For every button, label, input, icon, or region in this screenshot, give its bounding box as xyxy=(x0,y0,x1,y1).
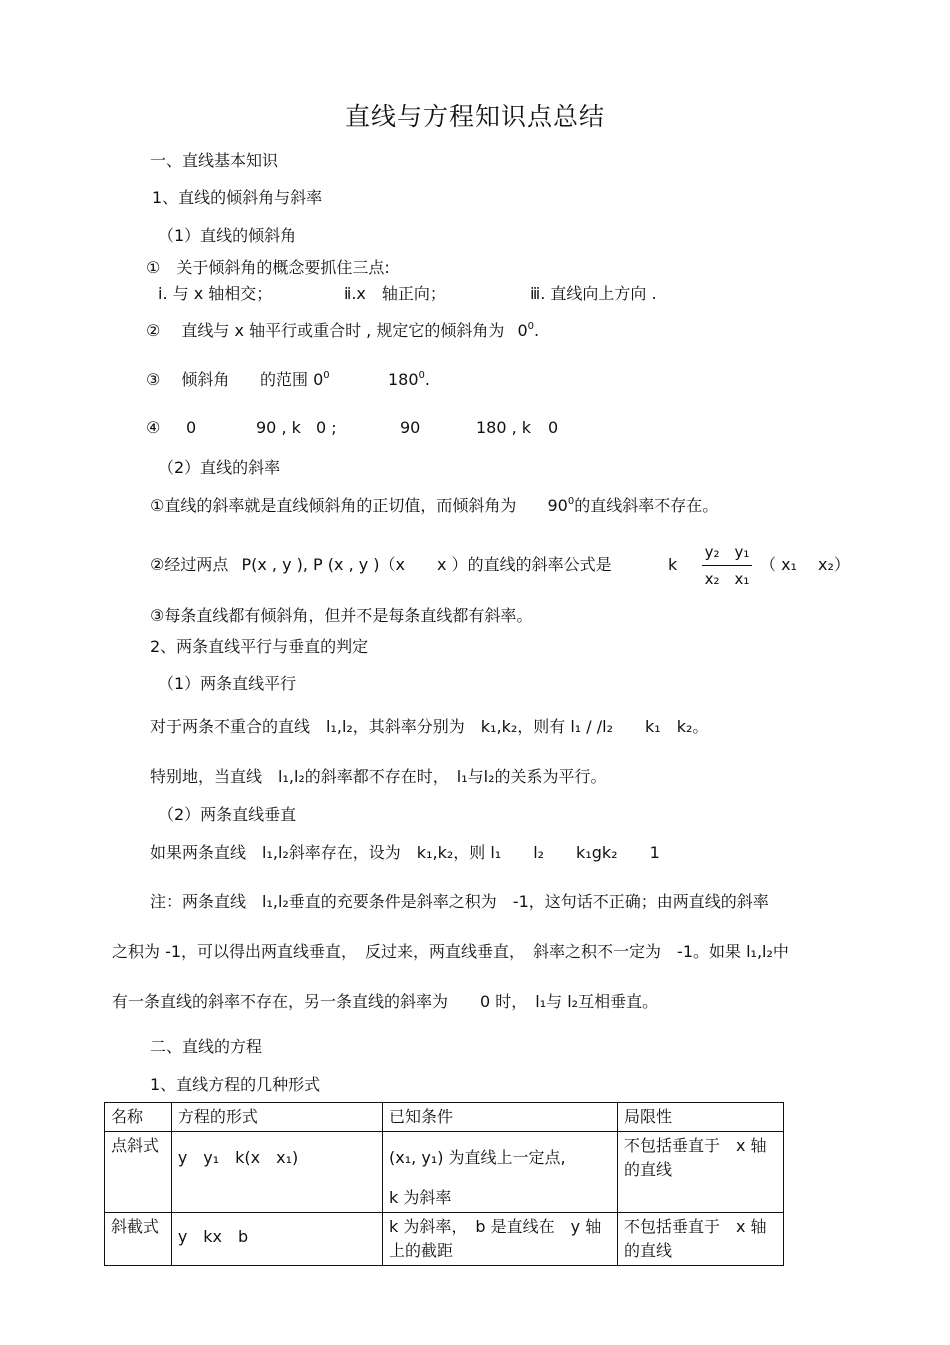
item-4-mark: ④ xyxy=(146,418,161,437)
slope-item-2-points: (x , y ), P (x , y )（x x ）的直线的斜率公式是 xyxy=(251,555,612,574)
item-3-range-to xyxy=(388,370,430,393)
slope-item-1-c: 的直线斜率不存在。 xyxy=(574,496,719,515)
line-equation-forms-table xyxy=(104,1102,784,1266)
form-condition-cell: k 为斜率， b 是直线在 y 轴上的截距 xyxy=(383,1213,618,1266)
item-1-concept: ① 关于倾斜角的概念要抓住三点: xyxy=(146,258,390,277)
slope-fraction xyxy=(700,543,754,589)
para-heading-slope: （2）直线的斜率 xyxy=(158,458,281,477)
slope-item-2-p: P xyxy=(241,555,252,574)
subsection-heading-1-2: 2、两条直线平行与垂直的判定 xyxy=(150,637,369,656)
subsection-heading-2-1: 1、直线方程的几种形式 xyxy=(150,1075,321,1094)
degree-sup: 0 xyxy=(418,370,425,381)
para-heading-perpendicular: （2）两条直线垂直 xyxy=(158,805,297,824)
para-heading-parallel: （1）两条直线平行 xyxy=(158,674,297,693)
item-2-text: ② 直线与 x 轴平行或重合时 , 规定它的倾斜角为 xyxy=(146,321,505,340)
form-equation-cell: y y₁ k(x x₁) xyxy=(171,1132,382,1213)
slope-item-2-a: ②经过两点 xyxy=(150,555,229,574)
item-3-range-a: ③ 倾斜角 xyxy=(146,370,230,389)
note-line-2: 之积为 -1，可以得出两直线垂直， 反过来，两直线垂直， 斜率之积不一定为 -1。如果 l₁,l₂中 xyxy=(112,942,789,961)
table-header-cell: 方程的形式 xyxy=(171,1103,382,1132)
parallel-condition: 对于两条不重合的直线 l₁,l₂，其斜率分别为 k₁,k₂，则有 l₁ / /l₂ k₁ k₂。 xyxy=(150,717,709,736)
item-4-a: 0 xyxy=(186,418,197,437)
slope-condition: （ x₁ x₂） xyxy=(760,555,850,574)
item-4-b: 90 , k xyxy=(256,418,301,437)
form-limitation-cell: 不包括垂直于 x 轴的直线 xyxy=(618,1132,784,1213)
item-1-point-a: ⅰ. 与 x 轴相交； xyxy=(158,284,273,303)
page-title: 直线与方程知识点总结 xyxy=(344,102,605,131)
parallel-special: 特别地，当直线 l₁,l₂的斜率都不存在时， l₁与l₂的关系为平行。 xyxy=(150,767,607,786)
table-header-row xyxy=(105,1103,784,1132)
perpendicular-condition: 如果两条直线 l₁,l₂斜率存在，设为 k₁,k₂，则 l₁ l₂ k₁gk₂ 1 xyxy=(150,843,660,862)
degree-sup: 0 xyxy=(323,370,330,381)
form-condition-line: k 为斜率 xyxy=(389,1188,452,1207)
subsection-heading-1-1: 1、直线的倾斜角与斜率 xyxy=(152,188,323,207)
form-name-cell: 斜截式 xyxy=(105,1213,172,1266)
form-limitation-cell: 不包括垂直于 x 轴的直线 xyxy=(618,1213,784,1266)
table-header-cell: 局限性 xyxy=(618,1103,784,1132)
item-4-c: 0 ; xyxy=(316,418,337,437)
fraction-denominator: x₂ x₁ xyxy=(704,570,750,588)
item-4-d: 90 xyxy=(400,418,421,437)
form-equation-cell: y kx b xyxy=(171,1213,382,1266)
section-heading-1: 一、直线基本知识 xyxy=(150,151,279,170)
fraction-bar xyxy=(702,565,752,566)
table-row xyxy=(105,1132,784,1213)
item-3-range-b xyxy=(260,370,330,393)
slope-item-1-val: 90 xyxy=(547,496,568,515)
item-2-value: 0 xyxy=(517,321,528,340)
note-line-3: 有一条直线的斜率不存在，另一条直线的斜率为 0 时， l₁与 l₂互相垂直。 xyxy=(112,992,659,1011)
slope-item-1-a: ①直线的斜率就是直线倾斜角的正切值，而倾斜角为 xyxy=(150,496,517,515)
table-header-cell: 名称 xyxy=(105,1103,172,1132)
para-heading-inclination: （1）直线的倾斜角 xyxy=(158,226,297,245)
item-4-f: 0 xyxy=(548,418,559,437)
fraction-numerator: y₂ y₁ xyxy=(704,543,750,561)
note-line-1: 注：两条直线 l₁,l₂垂直的充要条件是斜率之积为 -1，这句话不正确；由两直线的斜率 xyxy=(150,892,769,911)
item-2-end: . xyxy=(534,321,540,340)
item-3-range-max: 180 xyxy=(388,370,419,389)
slope-k: k xyxy=(668,555,678,574)
item-3-end: . xyxy=(424,370,431,389)
form-condition-line: (x₁, y₁) 为直线上一定点, xyxy=(389,1148,566,1167)
degree-sup: 0 xyxy=(527,321,534,332)
item-2-horizontal xyxy=(146,321,539,344)
degree-sup: 0 xyxy=(567,496,575,507)
slope-item-2 xyxy=(150,555,612,575)
form-condition-cell xyxy=(383,1132,618,1213)
table-header-cell: 已知条件 xyxy=(383,1103,618,1132)
item-1-point-b: ⅱ.x 轴正向； xyxy=(344,284,446,303)
table-row xyxy=(105,1213,784,1266)
item-3-range-from: 的范围 0 xyxy=(260,370,324,389)
slope-item-3: ③每条直线都有倾斜角，但并不是每条直线都有斜率。 xyxy=(150,606,533,625)
form-name-cell: 点斜式 xyxy=(105,1132,172,1213)
item-4-e: 180 , k xyxy=(476,418,532,437)
slope-item-1 xyxy=(150,496,718,519)
section-heading-2: 二、直线的方程 xyxy=(150,1037,263,1056)
item-1-point-c: ⅲ. 直线向上方向 . xyxy=(530,284,657,303)
